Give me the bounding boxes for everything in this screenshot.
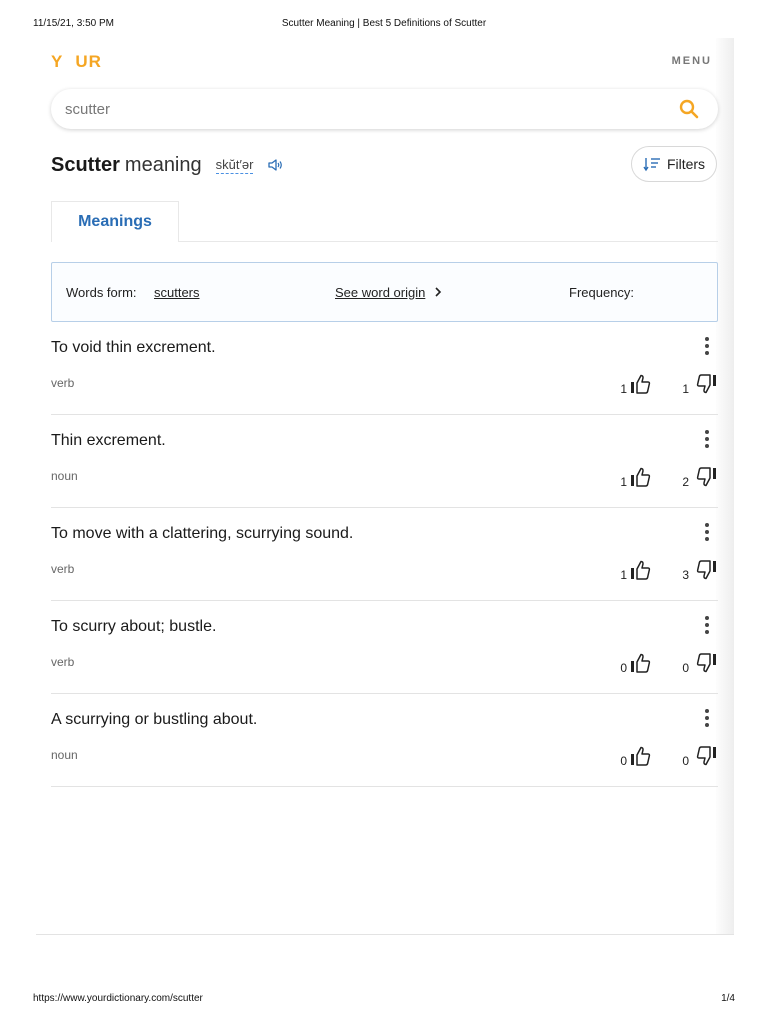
definition-text: To void thin excrement. bbox=[51, 339, 216, 356]
thumbs-up-icon[interactable] bbox=[629, 652, 651, 674]
kebab-icon[interactable] bbox=[700, 614, 714, 636]
kebab-icon[interactable] bbox=[700, 707, 714, 729]
headword: Scutter bbox=[51, 153, 120, 176]
page-edge-shadow bbox=[716, 38, 734, 934]
upvote-count: 1 bbox=[620, 568, 627, 582]
part-of-speech: verb bbox=[51, 562, 75, 576]
downvote-count: 3 bbox=[682, 568, 689, 582]
print-title: Scutter Meaning | Best 5 Definitions of Scutter bbox=[281, 18, 487, 29]
word-info-box bbox=[51, 262, 718, 322]
search-bar bbox=[51, 89, 718, 129]
print-header bbox=[33, 18, 735, 32]
definition-text: A scurrying or bustling about. bbox=[51, 711, 258, 728]
thumbs-up-icon[interactable] bbox=[629, 466, 651, 488]
definition-text: To scurry about; bustle. bbox=[51, 618, 217, 635]
search-icon[interactable] bbox=[678, 98, 700, 120]
sort-icon bbox=[643, 156, 661, 172]
part-of-speech: verb bbox=[51, 376, 75, 390]
upvote-count: 0 bbox=[620, 754, 627, 768]
thumbs-down-icon[interactable] bbox=[694, 559, 718, 581]
tab-bar bbox=[51, 201, 718, 242]
print-date: 11/15/21, 3:50 PM bbox=[33, 18, 114, 29]
kebab-icon[interactable] bbox=[700, 428, 714, 450]
definition-item bbox=[51, 322, 718, 415]
logo-right: UR bbox=[75, 52, 102, 71]
print-url: https://www.yourdictionary.com/scutter bbox=[33, 993, 203, 1004]
definition-item bbox=[51, 415, 718, 508]
thumbs-up-icon[interactable] bbox=[629, 373, 651, 395]
word-origin-link[interactable]: See word origin bbox=[335, 285, 426, 300]
definition-item bbox=[51, 508, 718, 601]
page-title bbox=[51, 150, 283, 180]
upvote-count: 1 bbox=[620, 475, 627, 489]
downvote-count: 0 bbox=[682, 754, 689, 768]
site-logo[interactable] bbox=[51, 52, 102, 72]
print-footer bbox=[33, 993, 735, 1007]
downvote-count: 2 bbox=[682, 475, 689, 489]
thumbs-up-icon[interactable] bbox=[629, 559, 651, 581]
thumbs-up-icon[interactable] bbox=[629, 745, 651, 767]
definition-item bbox=[51, 694, 718, 787]
upvote-count: 1 bbox=[620, 382, 627, 396]
headword-suffix: meaning bbox=[124, 153, 202, 176]
definition-item bbox=[51, 601, 718, 694]
kebab-icon[interactable] bbox=[700, 521, 714, 543]
kebab-icon[interactable] bbox=[700, 335, 714, 357]
downvote-count: 0 bbox=[682, 661, 689, 675]
thumbs-down-icon[interactable] bbox=[694, 466, 718, 488]
chevron-right-icon[interactable] bbox=[433, 286, 443, 298]
part-of-speech: noun bbox=[51, 748, 78, 762]
downvote-count: 1 bbox=[682, 382, 689, 396]
filters-button[interactable] bbox=[631, 146, 717, 182]
menu-button[interactable]: MENU bbox=[671, 55, 712, 67]
words-form-label: Words form: bbox=[66, 285, 137, 300]
speaker-icon[interactable] bbox=[267, 157, 283, 173]
print-page-number: 1/4 bbox=[721, 993, 735, 1004]
thumbs-down-icon[interactable] bbox=[694, 652, 718, 674]
search-input[interactable] bbox=[65, 97, 645, 121]
upvote-count: 0 bbox=[620, 661, 627, 675]
frequency-label: Frequency: bbox=[569, 285, 635, 300]
logo-left: Y bbox=[51, 52, 64, 71]
thumbs-down-icon[interactable] bbox=[694, 745, 718, 767]
tab-meanings[interactable]: Meanings bbox=[51, 201, 179, 242]
part-of-speech: verb bbox=[51, 655, 75, 669]
definitions-list bbox=[51, 322, 718, 787]
definition-text: To move with a clattering, scurrying sound. bbox=[51, 525, 354, 542]
filters-label: Filters bbox=[666, 156, 706, 172]
definition-text: Thin excrement. bbox=[51, 432, 166, 449]
page-divider bbox=[36, 934, 734, 935]
thumbs-down-icon[interactable] bbox=[694, 373, 718, 395]
pronunciation[interactable]: skŭt′ər bbox=[215, 156, 254, 172]
part-of-speech: noun bbox=[51, 469, 78, 483]
words-form-link[interactable]: scutters bbox=[154, 285, 200, 300]
